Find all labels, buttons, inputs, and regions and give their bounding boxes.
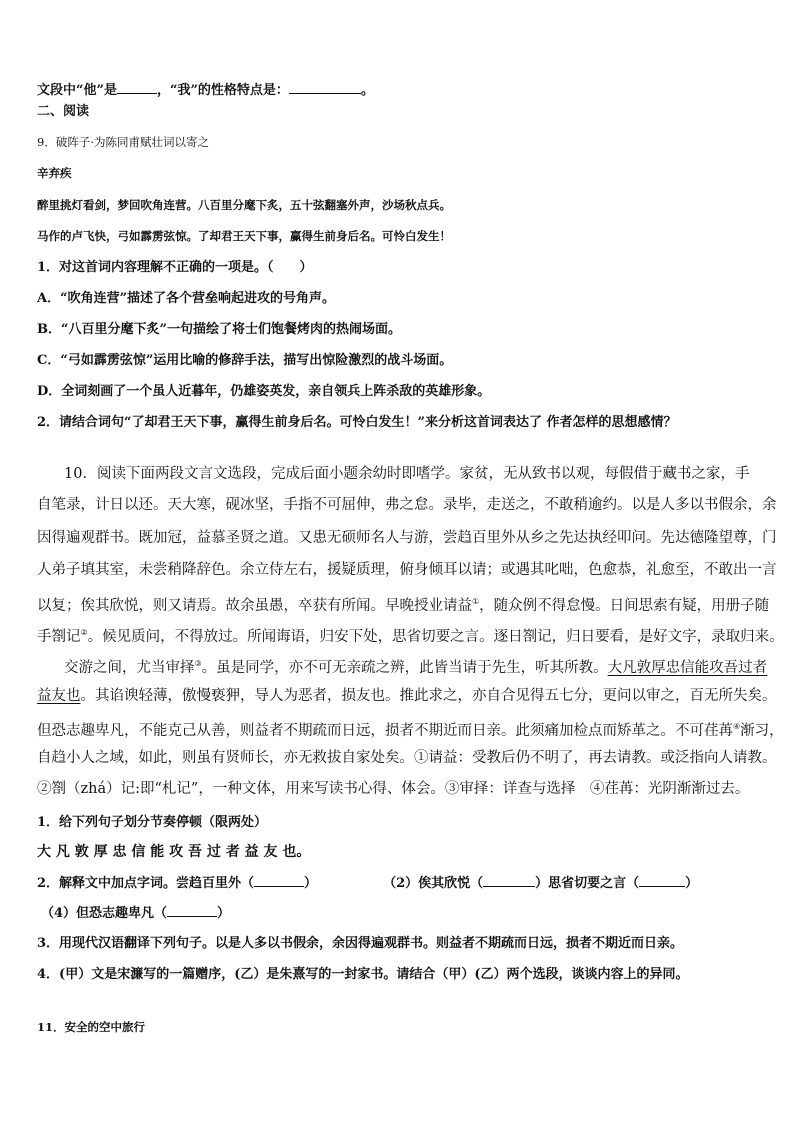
passage-line xyxy=(37,717,784,741)
question-text: 4．(甲）文是宋濂写的一篇赠序，(乙）是朱熹写的一封家书。请结合（甲）(乙）两个选段，谈谈内容上的异同。 xyxy=(37,967,689,982)
underlined-sentence: 大凡敦厚忠信能攻吾过者 xyxy=(607,659,768,676)
passage-line: 自笔录，计日以还。天大寒，砚冰坚，手指不可屈伸，弗之怠。录毕，走送之，不敢稍逾约。以是人多以书假余，余 xyxy=(37,497,777,513)
answer-blank[interactable] xyxy=(639,874,685,887)
text-segment: （2）俟其欣悦（ xyxy=(383,876,484,891)
answer-blank[interactable] xyxy=(289,81,361,94)
answer-blank[interactable] xyxy=(483,874,535,887)
text-segment: 。其谄谀轻薄，傲慢亵狎，导人为恶者，损友也。推此求之，亦自合见得五七分，更问以审之，百无所失矣。 xyxy=(80,688,777,704)
text-segment: ，“我”的性格特点是： xyxy=(156,83,289,98)
poem-title: 9．破阵子·为陈同甫赋壮词以寄之 xyxy=(37,135,209,149)
passage-line: 因得遍观群书。既加冠，益慕圣贤之道。又患无硕师名人与游，尝趋百里外从乡之先达执经叩问。先达德隆望尊，门 xyxy=(37,530,777,546)
passage-line xyxy=(37,592,770,616)
passage-line: 自趋小人之域，如此，则虽有贤师长，亦无救拔自家处矣。①请益：受教后仍不明了，再去请教。或泛指向人请教。 xyxy=(37,750,777,766)
text-segment: 。虽是同学，亦不可无亲疏之辨，此皆当请于先生，听其所教。 xyxy=(201,659,608,676)
passage-line: 10．阅读下面两段文言文选段，完成后面小题余幼时即嗜学。家贫，无从致书以观，每假借于藏书之家，手 xyxy=(64,466,750,482)
text-segment: 手劄记 xyxy=(37,628,81,645)
passage-line xyxy=(37,686,777,706)
option-b: B．“八百里分麾下炙”一句描绘了将士们饱餐烤肉的热闹场面。 xyxy=(37,322,401,337)
passage-line xyxy=(37,623,784,647)
text-segment: 文段中“他”是 xyxy=(37,83,117,98)
text-segment: 以复；俟其欣悦，则又请焉。故余虽愚，卒获有所闻。早晚授业请益 xyxy=(37,597,472,614)
option-c: C．“弓如霹雳弦惊”运用比喻的修辞手法，描写出惊险激烈的战斗场面。 xyxy=(37,353,453,368)
footnote-marker: ① xyxy=(472,597,480,606)
text-segment: 2．解释文中加点字词。尝趋百里外（ xyxy=(37,876,255,891)
text-segment: 。候见质问，不得放过。所闻诲语，归安下处，思省切要之言。逐日劄记，归日要看，是好文字，录取归来。 xyxy=(87,628,784,645)
text-segment: （4）但恐志趣卑凡（ xyxy=(41,906,168,921)
text-segment: 。 xyxy=(360,83,374,98)
text-segment: ，随众例不得怠慢。日间思索有疑，用册子随 xyxy=(479,597,770,614)
question-text: 1．对这首词内容理解不正确的一项是。（ ） xyxy=(37,260,313,275)
text-segment: ）思省切要之言（ xyxy=(535,876,640,891)
footnote-line: ②劄（zhá）记:即“札记”，一种文体，用来写读书心得、体会。③审择：详查与选择 ④荏苒：光阴渐渐过去。 xyxy=(37,781,750,797)
poem-line: 醉里挑灯看剑，梦回吹角连营。八百里分麾下炙，五十弦翻塞外声，沙场秋点兵。 xyxy=(37,198,451,212)
underlined-sentence: 益友也 xyxy=(37,688,81,704)
question-text: 1．给下列句子划分节奏停顿（限两处） xyxy=(37,815,268,830)
footnote-marker: ② xyxy=(80,628,88,637)
question-text xyxy=(41,904,758,923)
text-segment: ） xyxy=(217,906,231,921)
poem-author: 辛弃疾 xyxy=(37,166,72,180)
passage-line xyxy=(64,654,768,678)
answer-blank[interactable] xyxy=(254,874,304,887)
option-d: D．全词刻画了一个虽人近暮年，仍雄姿英发，亲自领兵上阵杀敌的英雄形象。 xyxy=(37,384,491,399)
answer-blank[interactable] xyxy=(167,904,217,917)
poem-line: 马作的卢飞快，弓如霹雳弦惊。了却君王天下事，赢得生前身后名。可怜白发生！ xyxy=(37,229,451,243)
question-text xyxy=(37,874,758,893)
text-segment: ） xyxy=(685,876,699,891)
passage-line: 人弟子填其室，未尝稍降辞色。余立侍左右，援疑质理，俯身倾耳以请；或遇其叱咄，色愈恭，礼愈至，不敢出一言 xyxy=(37,562,777,578)
text-segment: 交游之间，尤当审择 xyxy=(64,659,195,676)
footnote-marker: ④ xyxy=(733,722,741,731)
option-a: A．“吹角连营”描述了各个营垒响起进攻的号角声。 xyxy=(37,291,336,306)
text-segment: 但恐志趣卑凡，不能克己从善，则益者不期疏而日远，损者不期近而日亲。此须痛加检点而矫革之。不可荏苒 xyxy=(37,722,733,739)
footnote-marker: ③ xyxy=(194,659,202,668)
question-text: 2．请结合词句“了却君王天下事，赢得生前身后名。可怜白发生！”来分析这首词表达了 作者怎样的思想感情？ xyxy=(37,415,677,430)
next-question-title: 11．安全的空中旅行 xyxy=(37,1020,146,1034)
text-segment: ） xyxy=(304,876,318,891)
answer-blank[interactable] xyxy=(117,81,157,94)
sentence-for-pause: 大 凡 敦 厚 忠 信 能 攻 吾 过 者 益 友 也。 xyxy=(37,844,311,860)
text-segment: 渐习， xyxy=(740,722,784,739)
section-heading: 二、阅读 xyxy=(37,104,90,119)
fill-in-line xyxy=(37,81,758,100)
question-text: 3．用现代汉语翻译下列句子。以是人多以书假余，余因得遍观群书。则益者不期疏而日远，损者不期近而日亲。 xyxy=(37,936,684,951)
